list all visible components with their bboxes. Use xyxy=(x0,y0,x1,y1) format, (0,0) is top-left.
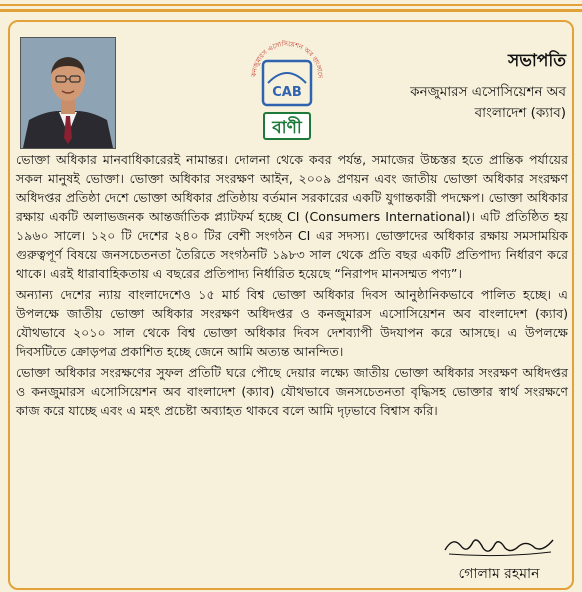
signature-block xyxy=(434,530,564,586)
cab-logo xyxy=(248,33,326,145)
message-paragraph-2: অন্যান্য দেশের ন্যায় বাংলাদেশেও ১৫ মার্চ বিশ্ব ভোক্তা অধিকার দিবস আনুষ্ঠানিকভাবে পালিত হচ্ছে। এ উপলক্ষে জাতীয় ভোক্তা অধিকার সংরক্ষণ অধিদপ্তর ও কনজুমারস এসোসিয়েশন অব বাংলাদেশ (ক্যাব) যৌথভাবে ২০১০ সাল থেকে বিশ্ব ভোক্তা অধিকার দিবস দেশব্যাপী উদযাপন করে আসছে। এ উপলক্ষে দিবসটিতে ক্রোড়পত্র প্রকাশিত হচ্ছে জেনে আমি অত্যন্ত আনন্দিত। xyxy=(16,287,568,359)
portrait-illustration xyxy=(21,38,115,148)
president-portrait xyxy=(20,37,116,149)
message-body xyxy=(16,150,568,420)
handwritten-signature-icon xyxy=(439,530,559,560)
message-paragraph-3: ভোক্তা অধিকার সংরক্ষণের সুফল প্রতিটি ঘরে পৌছে দেয়ার লক্ষ্যে জাতীয় ভোক্তা অধিকার সংরক্ষণ অধিদপ্তর ও কনজুমারস এসোসিয়েশন অব বাংলাদেশ (ক্যাব) যৌথভাবে জনসচেতনতা বৃদ্ধিসহ ভোক্তার স্বার্থ সংরক্ষণে কাজ করে যাচ্ছে এবং এ মহৎ প্রচেষ্টা অব্যাহত থাকবে বলে আমি দৃঢ়ভাবে বিশ্বাস করি। xyxy=(16,365,568,418)
top-decorative-border-inner xyxy=(0,0,582,6)
signatory-name: গোলাম রহমান xyxy=(458,566,540,582)
organization-line-1: কনজুমারস এসোসিয়েশন অব xyxy=(410,84,566,100)
message-paragraph-1: ভোক্তা অধিকার মানবাধিকারেরই নামান্তর। দোলনা থেকে কবর পর্যন্ত, সমাজের উচ্চস্তর হতে প্রান্তিক পর্যায়ের সকল মানুষই ভোক্তা। ভোক্তা অধিকার সংরক্ষণ আইন, ২০০৯ প্রণয়ন এবং জাতীয় ভোক্তা অধিকার সংরক্ষণ অধিদপ্তর প্রতিষ্ঠা দেশে ভোক্তা অধিকার প্রতিষ্ঠায় বর্তমান সরকারের একটি যুগান্তকারী পদক্ষেপ। ভোক্তা অধিকার রক্ষায় একটি অলাভজনক আন্তর্জাতিক প্ল্যাটফর্ম হচ্ছে CI (Consumers International)। এটি প্রতিষ্ঠিত হয় ১৯৬০ সালে। ১২০ টি দেশের ২৪০ টির বেশী সংগঠন CI এর সদস্য। ভোক্তাদের অধিকার রক্ষায় সমসাময়িক গুরুত্বপূর্ণ বিষয়ে জনসচেতনতা তৈরিতে সংগঠনটি ১৯৮৩ সাল থেকে প্রতি বছর একটি প্রতিপাদ্য নির্ধারণ করে থাকে। এরই ধারাবাহিকতায় এ বছরের প্রতিপাদ্য নির্ধারিত হয়েছে “নিরাপদ মানসম্মত পণ্য”। xyxy=(16,152,568,281)
logo-letters: CAB xyxy=(272,85,302,100)
logo-word: বাণী xyxy=(272,118,302,138)
title-block xyxy=(326,48,566,124)
logo-arc-text: কনজুমারস এসোসিয়েশন অব বাংলাদে xyxy=(249,39,325,79)
cab-emblem-icon xyxy=(248,33,326,145)
organization-line-2: বাংলাদেশ (ক্যাব) xyxy=(474,105,566,121)
page-title: সভাপতি xyxy=(508,51,566,71)
